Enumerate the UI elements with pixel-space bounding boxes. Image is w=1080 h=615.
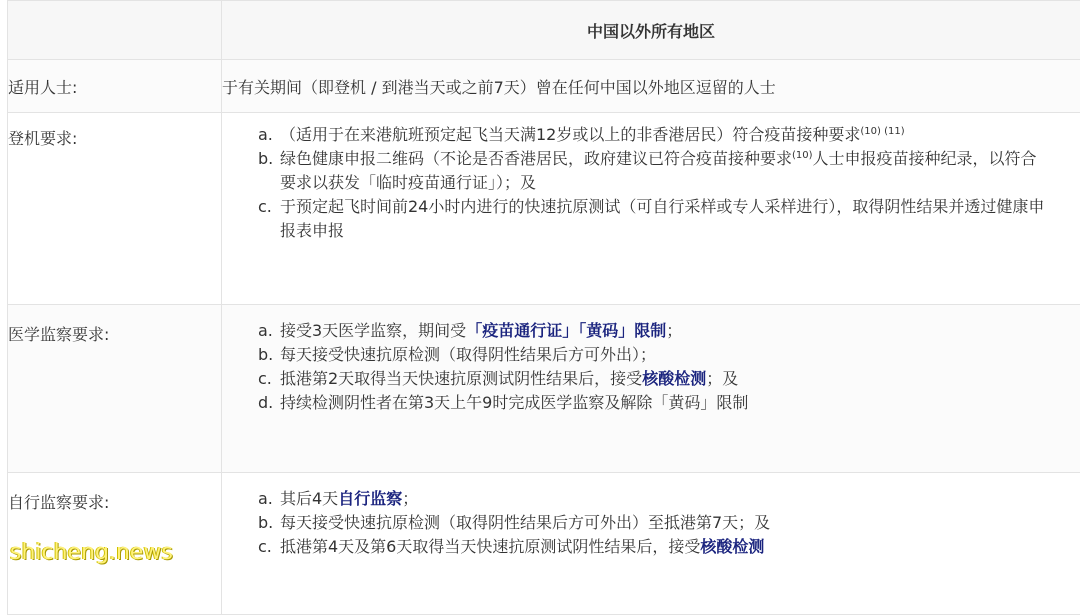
- row-label-medical: 医学监察要求:: [8, 305, 222, 473]
- row-label-boarding: 登机要求:: [8, 113, 222, 305]
- item-text: 于预定起飞时间前24小时内进行的快速抗原测试（可自行采样或专人采样进行），取得阴性结果并透过健康申报表申报: [280, 195, 1080, 243]
- list-item: [258, 487, 1080, 511]
- item-marker: b.: [258, 511, 280, 535]
- list-item: [258, 195, 1080, 243]
- list-item: [258, 511, 1080, 535]
- item-text: 持续检测阴性者在第3天上午9时完成医学监察及解除「黄码」限制: [280, 391, 1080, 415]
- item-marker: c.: [258, 367, 280, 391]
- table-row: [8, 60, 1080, 113]
- item-text-end: ；及: [706, 369, 738, 388]
- nucleic-acid-test-link[interactable]: 核酸检测: [700, 537, 764, 556]
- table-row: [8, 113, 1080, 305]
- list-item: [258, 123, 1080, 147]
- self-monitoring-link[interactable]: 自行监察: [338, 489, 402, 508]
- item-text: 每天接受快速抗原检测（取得阴性结果后方可外出）至抵港第7天；及: [280, 511, 1080, 535]
- item-text-cont: 人士申报疫苗接种纪录，以符合要求以获发「临时疫苗通行证」）；及: [280, 149, 1037, 192]
- footnote-ref: (10) (11): [860, 126, 904, 137]
- yellow-code-link[interactable]: 「黄码」限制: [578, 321, 666, 340]
- row-label-applicable: 适用人士:: [8, 60, 222, 113]
- footnote-ref: (10): [792, 150, 813, 161]
- applicable-persons-text: 于有关期间（即登机 / 到港当天或之前7天）曾在任何中国以外地区逗留的人士: [222, 60, 1080, 113]
- watermark: shicheng.news: [10, 540, 173, 565]
- item-text-end: ；: [402, 489, 418, 508]
- list-item: [258, 147, 1080, 195]
- list-item: [258, 367, 1080, 391]
- list-item: [258, 391, 1080, 415]
- table-header-row: [8, 1, 1080, 60]
- item-marker: b.: [258, 147, 280, 195]
- self-monitoring-cell: [222, 473, 1080, 615]
- item-marker: a.: [258, 123, 280, 147]
- header-column-title: 中国以外所有地区: [222, 1, 1080, 60]
- item-text: 其后4天: [280, 489, 338, 508]
- item-text: 每天接受快速抗原检测（取得阴性结果后方可外出）；: [280, 343, 1080, 367]
- list-item: [258, 343, 1080, 367]
- item-text-end: ；: [666, 321, 682, 340]
- medical-requirements-cell: [222, 305, 1080, 473]
- item-marker: c.: [258, 195, 280, 243]
- item-text: 接受3天医学监察，期间受: [280, 321, 466, 340]
- list-item: [258, 535, 1080, 559]
- item-text: 绿色健康申报二维码（不论是否香港居民，政府建议已符合疫苗接种要求: [280, 149, 792, 168]
- boarding-requirements-cell: [222, 113, 1080, 305]
- item-text: 抵港第4天及第6天取得当天快速抗原测试阴性结果后，接受: [280, 537, 700, 556]
- item-text: （适用于在来港航班预定起飞当天满12岁或以上的非香港居民）符合疫苗接种要求: [280, 125, 860, 144]
- vaccine-pass-link[interactable]: 「疫苗通行证」: [466, 321, 578, 340]
- item-marker: b.: [258, 343, 280, 367]
- header-blank-cell: [8, 1, 222, 60]
- item-marker: a.: [258, 319, 280, 343]
- item-marker: a.: [258, 487, 280, 511]
- list-item: [258, 319, 1080, 343]
- item-marker: c.: [258, 535, 280, 559]
- row-label-self-monitoring: 自行监察要求:: [8, 473, 222, 615]
- table-row: [8, 305, 1080, 473]
- item-marker: d.: [258, 391, 280, 415]
- nucleic-acid-test-link[interactable]: 核酸检测: [642, 369, 706, 388]
- requirements-table: [7, 0, 1080, 615]
- item-text: 抵港第2天取得当天快速抗原测试阴性结果后，接受: [280, 369, 642, 388]
